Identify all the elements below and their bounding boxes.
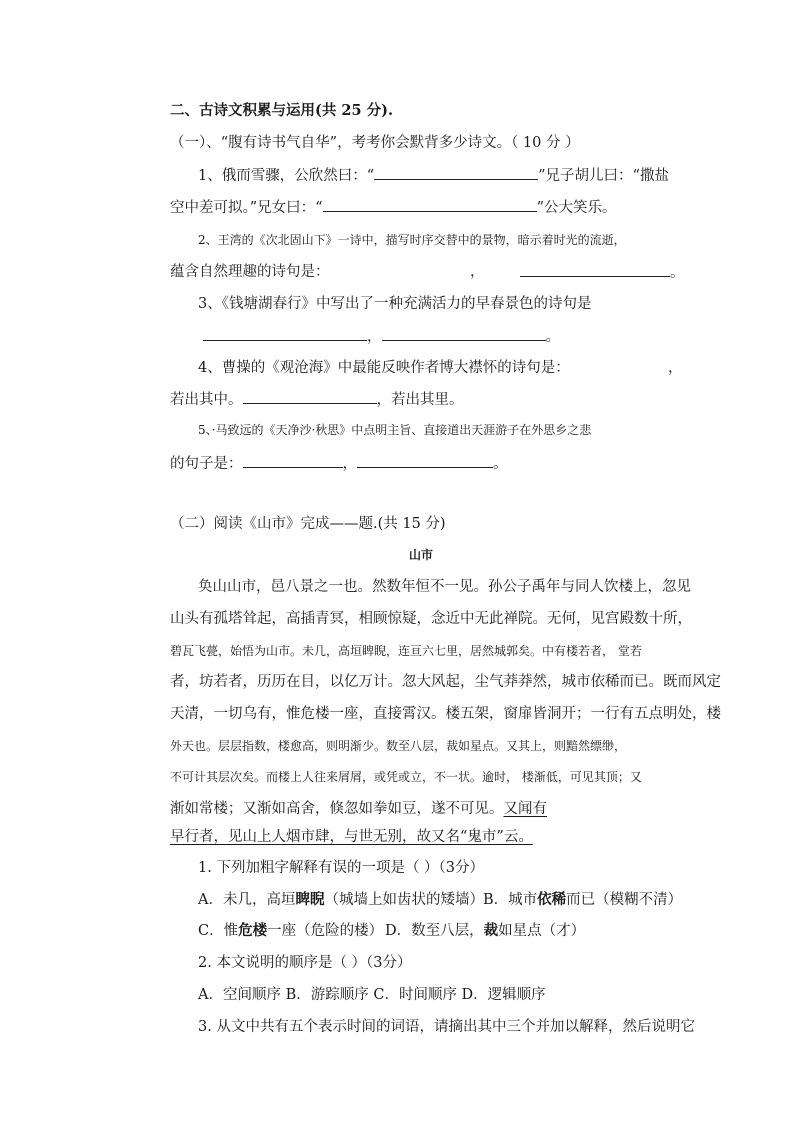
q1-blank-1[interactable] [374, 165, 538, 180]
q1-blank-2[interactable] [323, 197, 537, 212]
question-3-line1: 3、《钱塘湖春行》中写出了一种充满活力的早春景色的诗句是 [198, 296, 592, 312]
section-heading: 二、古诗文积累与运用(共 25 分). [170, 102, 394, 119]
q2-text-b: 蕴含自然理趣的诗句是： [170, 264, 330, 280]
question-4-line1: 4、曹操的《观沧海》中最能反映作者博大襟怀的诗句是： [198, 360, 570, 376]
part1-title: （一）、“腹有诗书气自华”，考考你会默背多少诗文。（ 10 分 ） [170, 135, 580, 151]
reading-q1-option-b [483, 890, 682, 910]
option-d: D．数至八层，裁如星点（才） [385, 922, 586, 939]
reading-q3-stem: 3. 从文中共有五个表示时间的词语，请摘出其中三个并加以解释，然后说明它 [198, 1019, 695, 1035]
passage-title: 山市 [409, 548, 434, 562]
question-5-line2 [170, 453, 508, 474]
q3-blank-1[interactable] [203, 326, 367, 341]
q4-blank[interactable] [243, 389, 377, 404]
q3-end: 。 [545, 329, 560, 345]
passage-line: 不可计其层次矣。而楼上人往来屑屑，或凭或立，不一状。逾时， 楼渐低，可见其顶；又 [170, 770, 642, 784]
q1-text-d: ”公大笑乐。 [536, 200, 617, 216]
q5-comma: ， [342, 456, 357, 472]
question-3-line2 [203, 326, 560, 347]
q5-blank-1[interactable] [243, 453, 343, 468]
q3-comma: ， [367, 329, 382, 345]
reading-q2-stem: 2. 本文说明的顺序是（ ）（3分） [198, 955, 412, 971]
passage-line: 山头有孤塔耸起，高插青冥，相顾惊疑，念近中无此禅院。无何，见宫殿数十所， [170, 611, 692, 627]
passage-line: 奂山山市，邑八景之一也。然数年恒不一见。孙公子禹年与同人饮楼上，忽见 [198, 579, 691, 595]
question-1-line1 [198, 165, 669, 186]
passage-line: 外天也。层层指数，楼愈高，则明渐少。数至八层，裁如星点。又其上，则黯然缥缈， [170, 739, 627, 753]
q5-blank-2[interactable] [357, 453, 493, 468]
question-5-line1: 5、·马致远的《天净沙·秋思》中点明主旨、直接道出天涯游子在外思乡之悲 [198, 423, 592, 437]
q4-text-c: ，若出其里。 [376, 392, 464, 408]
part2-title: （二）阅读《山市》完成——题.(共 15 分) [170, 516, 446, 532]
question-4-line2 [170, 389, 464, 410]
q5-end: 。 [493, 456, 508, 472]
reading-q2-options: A．空间顺序 B．游踪顺序 C．时间顺序 D．逻辑顺序 [198, 987, 546, 1003]
q1-text-b: ”兄子胡儿曰：“撒盐 [538, 168, 669, 184]
option-b: B．城市依稀而已（模糊不清） [483, 891, 683, 908]
q1-text-c: 空中差可拟。”兄女曰：“ [170, 200, 323, 216]
q2-end: 。 [670, 265, 685, 281]
reading-q1-stem: 1. 下列加粗字解释有误的一项是（ ）（3分） [198, 860, 485, 876]
passage-line [170, 799, 547, 819]
question-2-line1: 2、王湾的《次北固山下》一诗中，描写时序交替中的景物，暗示着时光的流逝， [198, 233, 626, 247]
question-2-line2 [170, 262, 330, 282]
passage-line: 碧瓦飞甍，始悟为山市。未几，高垣睥睨，连亘六七里，居然城郭矣。中有楼若者， 堂若 [170, 644, 642, 658]
option-a: A．未几，高垣睥睨（城墙上如齿状的矮墙） [198, 891, 484, 908]
q4-comma: ， [668, 360, 683, 376]
passage-line: 早行者，见山上人烟市肆，与世无别，故又名“鬼市”云。 [170, 829, 533, 845]
question-1-line2 [170, 197, 617, 218]
q2-comma: ， [470, 264, 485, 280]
q3-blank-2[interactable] [382, 326, 546, 341]
passage-line: 者，坊若者，历历在目，以亿万计。忽大风起，尘气莽莽然，城市依稀而已。既而风定 [170, 674, 721, 690]
q2-blank-2[interactable] [520, 262, 685, 283]
passage-line-underlined: 又闻有 [503, 801, 547, 817]
reading-q1-option-d [385, 921, 585, 941]
passage-line-text: 渐如常楼；又渐如高舍，倏忽如拳如豆，遂不可见。 [170, 801, 504, 817]
option-c: C．惟危楼一座（危险的楼） [198, 922, 384, 939]
reading-q1-options-cd [198, 921, 383, 941]
passage-line: 天清，一切乌有，惟危楼一座，直接霄汉。楼五架，窗扉皆洞开；一行有五点明处，楼 [170, 706, 721, 722]
q5-text-b: 的句子是： [170, 456, 243, 472]
reading-q1-options-ab [198, 890, 484, 910]
q4-text-b: 若出其中。 [170, 392, 243, 408]
q1-text-a: 1、俄而雪骤，公欣然曰：“ [198, 168, 375, 184]
